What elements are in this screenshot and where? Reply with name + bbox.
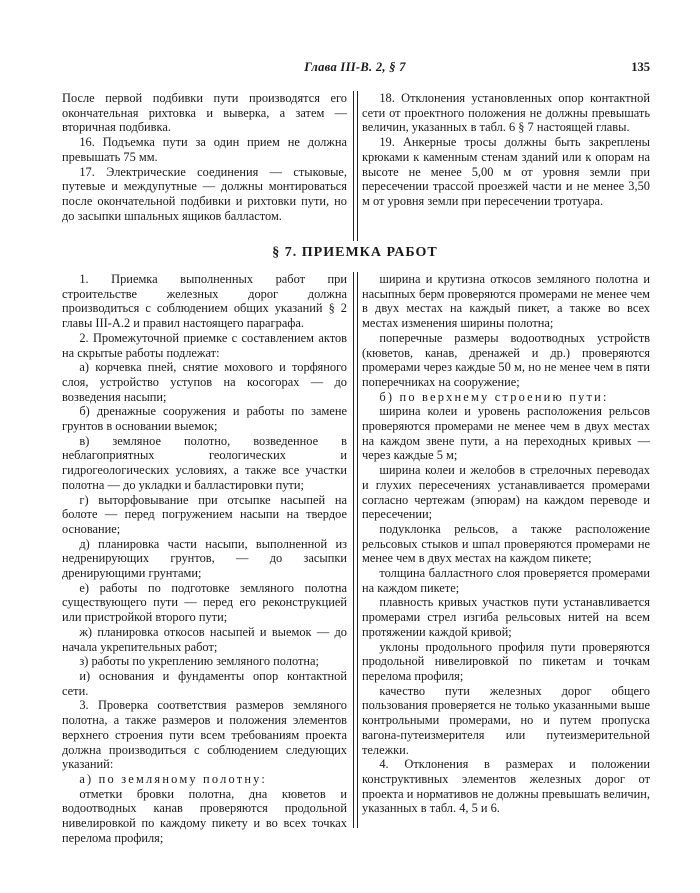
- paragraph: отметки бровки полотна, дна кюветов и водоотводных канав проверяются продольной нивелировкой по каждому пикету и во всех точках перелома профиля;: [62, 786, 347, 845]
- paragraph: ширина колеи и уровень расположения рельсов проверяются промерами не менее чем в двух местах на каждом звене пути, а на переходных кривых — через каждые 5 м;: [362, 404, 650, 463]
- paragraph: толщина балластного слоя проверяется промерами на каждом пикете;: [362, 566, 650, 595]
- paragraph: качество пути железных дорог общего пользования проверяется не только указанными выше контрольными промерами, но и путем пропуска вагона-путеизмерителя или путеизмерительной тележки.: [362, 683, 650, 757]
- paragraph: ширина и крутизна откосов земляного полотна и насыпных берм проверяются промерами не менее чем в двух местах на каждый пикет, а также во всех местах изменения ширины полотна;: [362, 272, 650, 331]
- paragraph: 17. Электрические соединения — стыковые, путевые и междупутные — должны монтироваться после окончательной подбивки и рихтовки пути, но до засыпки шпальных ящиков балластом.: [62, 164, 347, 223]
- paragraph: ширина колеи и желобов в стрелочных переводах и глухих пересечениях устанавливается промерами согласно чертежам (эпюрам) на каждом переводе и пересечении;: [362, 463, 650, 522]
- list-item: б) дренажные сооружения и работы по замене грунтов в основании выемок;: [62, 404, 347, 434]
- paragraph: плавность кривых участков пути устанавливается промерами стрел изгиба рельсовых нитей на всем протяжении каждой кривой;: [362, 595, 650, 639]
- paragraph: 1. Приемка выполненных работ при строительстве железных дорог должна производиться с соблюдением общих указаний § 2 главы III-А.2 и правил настоящего параграфа.: [62, 272, 347, 331]
- subheading: б) по верхнему строению пути:: [379, 389, 609, 404]
- running-head: [60, 60, 650, 78]
- paragraph: 16. Подъемка пути за один прием не должна превышать 75 мм.: [62, 135, 347, 164]
- paragraph: подуклонка рельсов, а также расположение рельсовых стыков и шпал проверяются промерами не менее чем в двух местах на каждом пикете;: [362, 521, 650, 566]
- list-item: е) работы по подготовке земляного полотна существующего пути — перед его реконструкцией или пристройкой второго пути;: [62, 580, 347, 625]
- list-item: ж) планировка откосов насыпей и выемок — до начала укрепительных работ;: [62, 624, 347, 654]
- list-item: а) корчевка пней, снятие мохового и торфяного слоя, устройство уступов на косогорах — до возведения насыпи;: [62, 360, 347, 404]
- paragraph: поперечные размеры водоотводных устройств (кюветов, канав, дренажей и др.) проверяются промерами через каждые 50 м, но не менее чем в пяти поперечниках на сооружение;: [362, 330, 650, 389]
- paragraph: уклоны продольного профиля пути проверяются продольной нивелировкой по пикетам и точкам перелома профиля;: [362, 639, 650, 683]
- column-divider: [353, 91, 358, 241]
- list-item: з) работы по укреплению земляного полотна;: [79, 654, 319, 669]
- list-item: и) основания и фундаменты опор контактной сети.: [62, 668, 347, 698]
- section-heading: § 7. ПРИЕМКА РАБОТ: [272, 245, 438, 260]
- paragraph: 18. Отклонения установленных опор контактной сети от проектного положения не должны превышать величин, указанных в табл. 6 § 7 настоящей главы.: [362, 91, 650, 135]
- list-item: д) планировка части насыпи, выполненной из недренирующих грунтов, — до засыпки дренирующими грунтами;: [62, 536, 347, 581]
- paragraph: 3. Проверка соответствия размеров земляного полотна, а также размеров и положения элементов верхнего строения пути всем требованиям проекта должна производиться с соблюдением следующих указаний:: [62, 698, 347, 772]
- top-left-column: [62, 91, 347, 223]
- bottom-right-column: [362, 272, 650, 816]
- running-title: Глава III-В. 2, § 7: [304, 60, 406, 74]
- paragraph: 19. Анкерные тросы должны быть закреплены крюками к каменным стенам зданий или к опорам на высоте не менее 5,00 м от уровня земли при пересечении трассой проезжей части и не менее 3,50 м от уровня земли при пересечении тротуара.: [362, 135, 650, 208]
- subheading: а) по земляному полотну:: [79, 771, 268, 786]
- bottom-left-column: [62, 272, 347, 845]
- paragraph: После первой подбивки пути производятся его окончательная рихтовка и выверка, а затем — вторичная подбивка.: [62, 91, 347, 135]
- top-right-column: [362, 91, 650, 209]
- page-number: 135: [631, 60, 650, 74]
- column-divider: [353, 272, 358, 828]
- paragraph: 4. Отклонения в размерах и положении конструктивных элементов железных дорог от проекта и нормативов не должны превышать величин, указанных в табл. 4, 5 и 6.: [362, 757, 650, 816]
- paragraph: 2. Промежуточной приемке с составлением актов на скрытые работы подлежат:: [62, 330, 347, 360]
- list-item: в) земляное полотно, возведенное в неблагоприятных геологических и гидрогеологических условиях, а также все участки полотна — до укладки и балластировки пути;: [62, 433, 347, 492]
- list-item: г) выторфовывание при отсыпке насыпей на болоте — перед погружением насыпи на твердое основание;: [62, 492, 347, 536]
